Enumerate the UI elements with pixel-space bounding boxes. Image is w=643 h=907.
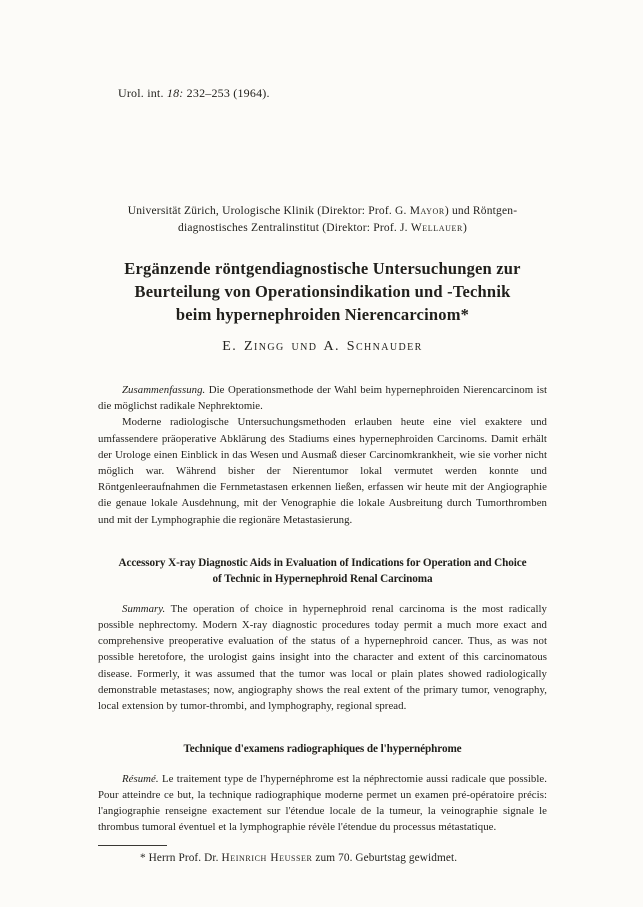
title-line-3: beim hypernephroiden Nierencarcinom* — [175, 305, 470, 324]
section-heading-english — [98, 555, 547, 588]
affiliation-line2 — [178, 222, 467, 234]
director-name-wellauer: Wellauer — [410, 221, 463, 234]
journal-reference — [98, 86, 547, 101]
affiliation-text: diagnostisches Zentralinstitut (Direktor: Prof. J. — [178, 221, 411, 234]
footnote-marker: * — [140, 851, 146, 864]
dedication-footnote — [98, 850, 547, 866]
heading-english-line2: of Technic in Hypernephroid Renal Carcinoma — [212, 573, 433, 586]
affiliation-text: ) und Röntgen- — [444, 205, 518, 217]
journal-pages-year: 232–253 (1964). — [183, 86, 270, 100]
text-column — [98, 0, 547, 866]
abstract-english-label: Summary. — [122, 602, 166, 615]
abstract-english-text: The operation of choice in hypernephroid renal carcinoma is the most radically possible nephrectomy. Modern X-ray diagnostic procedures today permit a much more exact and comprehensive preoperative evaluation of the status of a hypernephroid cancer. Thus, as was not possible heretofore, the urologist gains insight into the character and extent of this carcinomatous disease. Formerly, it was assumed that the tumor was local or plain plates showed radiologically demonstrable metastases; now, angiography shows the real extent of the primary tumor, venography, local extension by tumor-thrombi, and lymphography, regional spread. — [98, 602, 547, 713]
abstract-french-label: Résumé. — [122, 772, 159, 785]
footnote-dedicatee-name: Heinrich Heusser — [221, 851, 313, 864]
affiliation-text: Universität Zürich, Urologische Klinik (Direktor: Prof. G. — [127, 205, 410, 217]
affiliation-line1 — [128, 205, 518, 217]
abstract-french-text: Le traitement type de l'hypernéphrome est la néphrectomie aussi radicale que possible. Pour atteindre ce but, la technique radiographique moderne permet un examen pré-opératoire précis: l'angiographie renseigne exactement sur l'étendue locale de la tumeur, la veinographie signale le thrombus tumoral éventuel et la lymphographie révèle l'étendue du processus métastatique. — [98, 772, 547, 834]
affiliation-text: ) — [462, 221, 467, 234]
abstract-french — [98, 771, 547, 836]
article-title — [98, 257, 547, 326]
footnote-text: zum 70. Geburtstag gewidmet. — [312, 851, 458, 864]
journal-name: Urol. int. — [118, 86, 167, 100]
heading-english-line1: Accessory X-ray Diagnostic Aids in Evaluation of Indications for Operation and Choice — [118, 556, 527, 569]
journal-volume: 18: — [166, 86, 184, 100]
affiliation — [98, 203, 547, 236]
authors: E. Zingg und A. Schnauder — [222, 339, 423, 354]
title-line-2: Beurteilung von Operationsindikation und -Technik — [134, 282, 511, 301]
abstract-german-text1: Die Operationsmethode der Wahl beim hypernephroiden Nierencarcinom ist die möglichst radikale Nephrektomie. — [98, 384, 547, 413]
abstract-german-para1 — [98, 382, 547, 414]
abstract-german-label: Zusammenfassung. — [122, 384, 206, 396]
footnote-text: Herrn Prof. Dr. — [145, 851, 222, 864]
title-line-1: Ergänzende röntgendiagnostische Untersuchungen zur — [124, 259, 521, 278]
section-heading-french: Technique d'examens radiographiques de l'hypernéphrome — [183, 743, 462, 756]
abstract-german-para2: Moderne radiologische Untersuchungsmethoden erlauben heute eine viel exaktere und umfassendere präoperative Abklärung des Stadiums eines hypernephroiden Carcinoms. Damit erhält der Urologe einen Einblick in das Wesen und Ausmaß dieser Carcinomkrankheit, wie sie vorher nicht möglich war. Während bisher der Nierentumor lokal vermutet werden konnte und Röntgenleeraufnahmen die Fernmetastasen erkennen ließen, erfassen wir heute mit der Angiographie die genaue lokale Ausdehnung, mit der Venographie die lokale Ausbreitung durch Tumorthromben und mit der Lymphographie die regionäre Metastasierung. — [98, 416, 547, 526]
footnote-divider — [98, 845, 167, 846]
abstract-english — [98, 601, 547, 714]
director-name-mayor: Mayor — [409, 205, 445, 217]
